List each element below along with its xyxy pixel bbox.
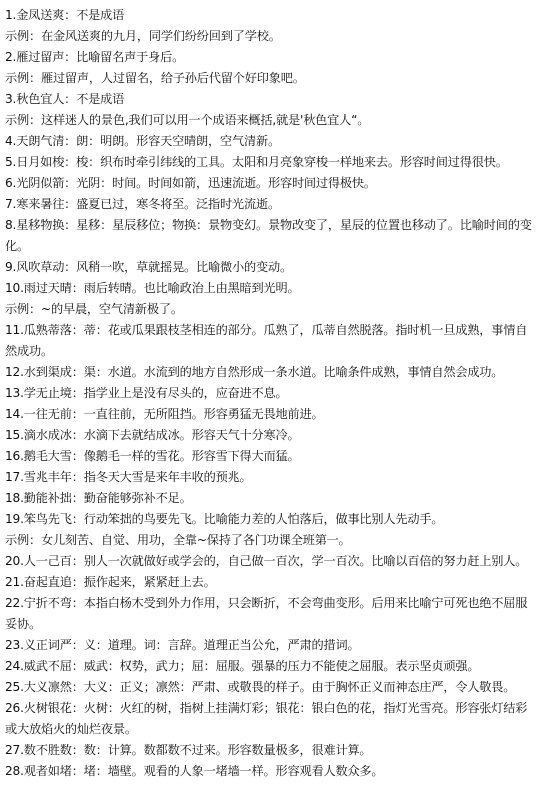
entry-line: 26.火树银花：火树：火红的树，指树上挂满灯彩；银花：银白色的花，指灯光雪亮。形容张灯结彩或大放焰火的灿烂夜景。 bbox=[5, 701, 528, 736]
example-line: 示例：雁过留声，人过留名，给子孙后代留个好印象吧。 bbox=[5, 71, 305, 85]
entry-line: 27.数不胜数：数：计算。数都数不过来。形容数量极多，很难计算。 bbox=[5, 743, 372, 757]
entry-line: 20.人一己百：别人一次就做好或学会的，自己做一百次，学一百次。比喻以百倍的努力赶上别人。 bbox=[5, 554, 528, 568]
entry-line: 7.寒来暑往：盛夏已过，寒冬将至。泛指时光流逝。 bbox=[5, 197, 280, 211]
entry-line: 28.观者如堵：堵：墙壁。观看的人象一堵墙一样。形容观看人数众多。 bbox=[5, 764, 384, 778]
entry-line: 22.宁折不弯：本指白杨木受到外力作用，只会断折，不会弯曲变形。后用来比喻宁可死也绝不屈服妥协。 bbox=[5, 596, 528, 631]
entry-line: 19.笨鸟先飞：行动笨拙的鸟要先飞。比喻能力差的人怕落后，做事比别人先动手。 bbox=[5, 512, 444, 526]
entry-line: 5.日月如梭：梭：织布时牵引纬线的工具。太阳和月亮象穿梭一样地来去。形容时间过得很快。 bbox=[5, 155, 508, 169]
entry-line: 6.光阴似箭：光阴：时间。时间如箭，迅速流逝。形容时间过得极快。 bbox=[5, 176, 376, 190]
entry-line: 1.金凤送爽：不是成语 bbox=[5, 8, 125, 22]
entry-line: 4.天朗气清：朗：明朗。形容天空晴朗，空气清新。 bbox=[5, 134, 280, 148]
entry-line: 25.大义凛然：大义：正义；凛然：严肃、或敬畏的样子。由于胸怀正义而神态庄严，令人敬畏。 bbox=[5, 680, 516, 694]
example-line: 示例：~的早晨，空气清新极了。 bbox=[5, 302, 183, 316]
entry-line: 17.雪兆丰年：指冬天大雪是来年丰收的预兆。 bbox=[5, 470, 252, 484]
entry-line: 13.学无止境：指学业上是没有尽头的，应奋进不息。 bbox=[5, 386, 288, 400]
entry-line: 15.滴水成冰：水滴下去就结成冰。形容天气十分寒冷。 bbox=[5, 428, 300, 442]
entry-line: 9.风吹草动：风稍一吹，草就摇晃。比喻微小的变动。 bbox=[5, 260, 292, 274]
entry-line: 3.秋色宜人：不是成语 bbox=[5, 92, 125, 106]
entry-line: 8.星移物换：星移：星辰移位；物换：景物变幻。景物改变了，星辰的位置也移动了。比喻时间的变化。 bbox=[5, 218, 532, 253]
entry-line: 14.一往无前：一直往前，无所阻挡。形容勇猛无畏地前进。 bbox=[5, 407, 324, 421]
entry-line: 23.义正词严：义：道理。词：言辞。道理正当公允，严肃的措词。 bbox=[5, 638, 360, 652]
entry-line: 2.雁过留声：比喻留名声于身后。 bbox=[5, 50, 185, 64]
entry-line: 18.勤能补拙：勤奋能够弥补不足。 bbox=[5, 491, 192, 505]
entry-line: 10.雨过天晴：雨后转晴。也比喻政治上由黑暗到光明。 bbox=[5, 281, 300, 295]
entry-line: 16.鹅毛大雪：像鹅毛一样的雪花。形容雪下得大而猛。 bbox=[5, 449, 300, 463]
example-line: 示例：这样迷人的景色,我们可以用一个成语来概括,就是'秋色宜人“。 bbox=[5, 113, 370, 127]
entry-line: 24.威武不屈：威武：权势，武力；屈：屈服。强暴的压力不能使之屈服。表示坚贞顽强。 bbox=[5, 659, 480, 673]
entry-line: 21.奋起直追：振作起来，紧紧赶上去。 bbox=[5, 575, 216, 589]
example-line: 示例：女儿刻苦、自觉、用功，全靠~保持了各门功课全班第一。 bbox=[5, 533, 351, 547]
example-line: 示例：在金风送爽的九月，同学们纷纷回到了学校。 bbox=[5, 29, 281, 43]
entry-line: 11.瓜熟蒂落：蒂：花或瓜果跟枝茎相连的部分。瓜熟了，瓜蒂自然脱落。指时机一旦成熟，事情自然成功。 bbox=[5, 323, 528, 358]
idiom-document bbox=[5, 5, 538, 782]
entry-line: 12.水到渠成：渠：水道。水流到的地方自然形成一条水道。比喻条件成熟，事情自然会成功。 bbox=[5, 365, 504, 379]
